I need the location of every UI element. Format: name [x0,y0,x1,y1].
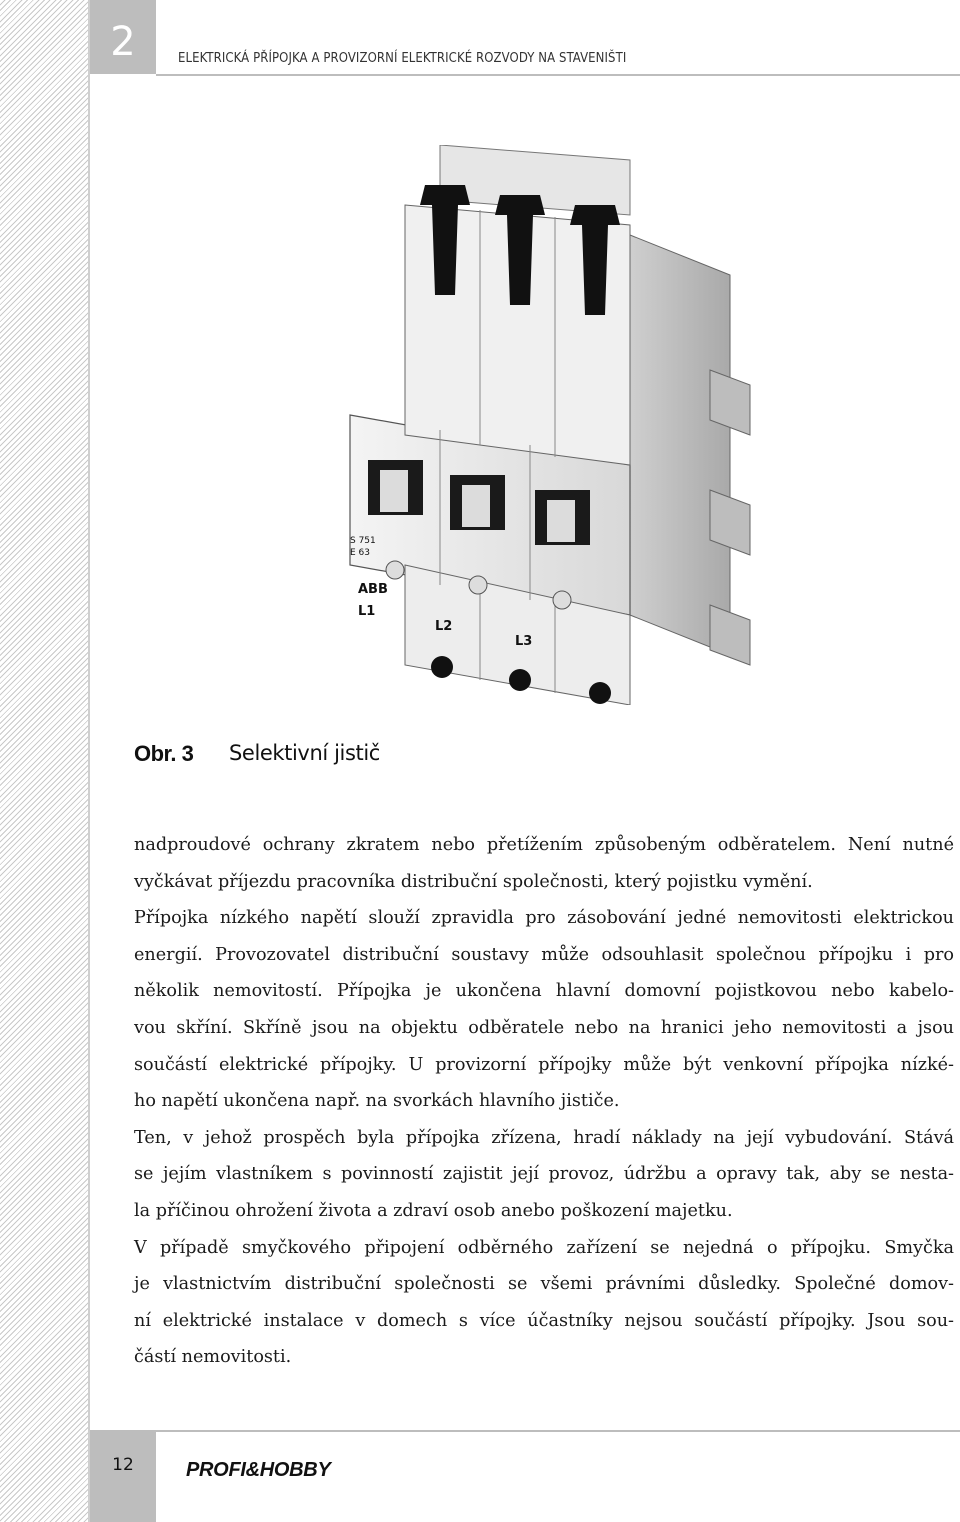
body-line: nadproudové ochrany zkratem nebo přetížením způsobeným odběratelem. Není nutné [134,835,954,855]
body-line: Ten, v jehož prospěch byla přípojka zřízena, hradí náklady na její vybudování. Stává [134,1127,954,1148]
body-text [134,827,954,1376]
page-number: 12 [112,1455,134,1475]
body-line: součástí elektrické přípojky. U provizorní přípojky může být venkovní přípojka nízké- [134,1054,954,1075]
body-line: vou skříní. Skříně jsou na objektu odběratele nebo na hranici jeho nemovitosti a jsou [134,1017,954,1038]
device-brand-label: ABB [358,582,388,597]
hatched-margin [0,0,88,1522]
body-line: energií. Provozovatel distribuční soustavy může odsouhlasit společnou přípojku i pro [134,944,954,965]
chapter-number: 2 [110,19,136,65]
body-line: několik nemovitostí. Přípojka je ukončena hlavní domovní pojistkovou nebo kabelo- [134,981,954,1002]
footer-rule [156,1430,960,1432]
footer-tab [90,1430,156,1522]
body-line: V případě smyčkového připojení odběrného zařízení se nejedná o přípojku. Smyčka [134,1237,954,1258]
body-line: Přípojka nízkého napětí slouží zpravidla pro zásobování jedné nemovitosti elektrickou [134,908,954,929]
margin-edge [88,0,90,1522]
body-line: la příčinou ohrožení života a zdraví osob anebo poškození majetku. [134,1200,733,1221]
body-line: částí nemovitosti. [134,1347,292,1368]
body-line: se jejím vlastníkem s povinností zajistit její provoz, údržbu a opravy tak, aby se nesta- [134,1164,954,1185]
circuit-breaker-image [330,145,760,705]
device-rating-label: E 63 [350,548,370,558]
body-line: ho napětí ukončena např. na svorkách hlavního jističe. [134,1091,620,1112]
body-line: je vlastnictvím distribuční společnosti se všemi právními důsledky. Společné domov- [134,1274,954,1295]
pole-label-l2: L2 [435,619,453,634]
chapter-tab [90,0,156,74]
pole-label-l3: L3 [515,634,533,649]
body-line: vyčkávat příjezdu pracovníka distribuční společnosti, který pojistku vymění. [134,871,813,892]
device-model-label: S 751 [350,536,376,546]
circuit-breaker-figure [330,145,760,705]
publisher-brand: PROFI&HOBBY [186,1459,331,1481]
pole-label-l1: L1 [358,604,376,619]
header-rule [156,74,960,76]
figure-caption-label: Obr. 3 [134,741,194,766]
running-title: ELEKTRICKÁ PŘÍPOJKA A PROVIZORNÍ ELEKTRICKÉ ROZVODY NA STAVENIŠTI [178,51,627,66]
figure-caption-text: Selektivní jistič [229,741,380,765]
body-line: ní elektrické instalace v domech s více účastníky nejsou součástí přípojky. Jsou sou- [134,1310,954,1331]
